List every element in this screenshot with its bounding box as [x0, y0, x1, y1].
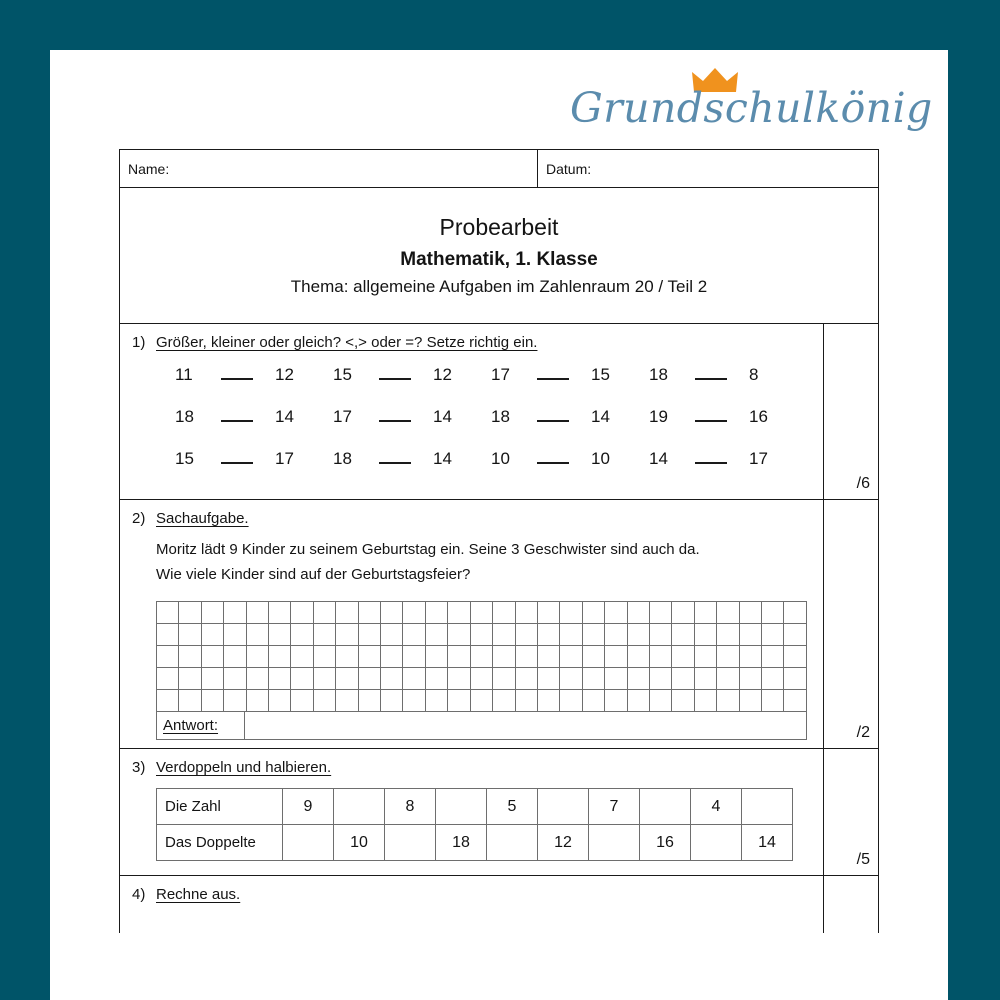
- grid-cell[interactable]: [784, 646, 805, 668]
- table-cell-value: 12: [538, 825, 589, 861]
- comparison-left: 14: [649, 449, 668, 468]
- grid-cell[interactable]: [403, 624, 425, 646]
- grid-cell[interactable]: [762, 690, 784, 712]
- grid-cell[interactable]: [336, 602, 358, 624]
- table-cell-value: 8: [385, 789, 436, 825]
- grid-cell[interactable]: [426, 646, 448, 668]
- grid-cell[interactable]: [359, 668, 381, 690]
- grid-cell[interactable]: [493, 624, 515, 646]
- comparison-row: [120, 407, 823, 427]
- table-cell-blank[interactable]: [742, 789, 793, 825]
- grid-row: [157, 646, 806, 668]
- exercise-2-heading: [120, 510, 823, 527]
- doubling-table: [156, 788, 793, 861]
- exercise-2-points-cell: [824, 500, 878, 748]
- grid-cell[interactable]: [583, 602, 605, 624]
- date-field[interactable]: [538, 150, 878, 187]
- comparison-blank[interactable]: [379, 365, 411, 380]
- calculation-grid[interactable]: [156, 601, 807, 740]
- table-cell-value: 16: [640, 825, 691, 861]
- grid-cell[interactable]: [269, 646, 291, 668]
- comparison-blank[interactable]: [537, 449, 569, 464]
- exercise-1-heading: [120, 334, 823, 351]
- grid-cell[interactable]: [471, 602, 493, 624]
- grid-cell[interactable]: [247, 602, 269, 624]
- word-problem-text: [120, 537, 823, 587]
- grid-cell[interactable]: [740, 668, 762, 690]
- grid-cell[interactable]: [157, 668, 179, 690]
- exercise-3-heading: [120, 759, 823, 776]
- grid-cell[interactable]: [426, 690, 448, 712]
- grid-cell[interactable]: [224, 690, 246, 712]
- grid-cell[interactable]: [740, 602, 762, 624]
- comparison-blank[interactable]: [379, 407, 411, 422]
- comparison-left: 18: [175, 407, 194, 426]
- grid-cell[interactable]: [448, 646, 470, 668]
- grid-cell[interactable]: [762, 624, 784, 646]
- page-title: Probearbeit: [439, 214, 559, 240]
- comparison-pair: [649, 365, 807, 385]
- comparison-pair: [333, 365, 491, 385]
- grid-cell[interactable]: [650, 690, 672, 712]
- grid-cell[interactable]: [560, 624, 582, 646]
- exercise-4: [120, 876, 878, 933]
- worksheet-frame: [119, 149, 879, 933]
- table-cell-value: 10: [334, 825, 385, 861]
- comparison-blank[interactable]: [695, 365, 727, 380]
- grid-cell[interactable]: [650, 624, 672, 646]
- grid-cell[interactable]: [672, 602, 694, 624]
- grid-cell[interactable]: [179, 624, 201, 646]
- answer-label-text: Antwort:: [163, 717, 219, 734]
- grid-cell[interactable]: [247, 646, 269, 668]
- grid-cell[interactable]: [605, 602, 627, 624]
- grid-cell[interactable]: [628, 602, 650, 624]
- grid-cell[interactable]: [695, 668, 717, 690]
- grid-cell[interactable]: [291, 646, 313, 668]
- table-cell-blank[interactable]: [487, 825, 538, 861]
- grid-cell[interactable]: [695, 624, 717, 646]
- table-cell-value: 18: [436, 825, 487, 861]
- grid-row: [157, 690, 806, 712]
- grid-cell[interactable]: [247, 668, 269, 690]
- grid-cell[interactable]: [224, 668, 246, 690]
- grid-cell[interactable]: [403, 690, 425, 712]
- grid-cell[interactable]: [717, 646, 739, 668]
- exercise-1-title: Größer, kleiner oder gleich? <,> oder =? Setze richtig ein.: [156, 334, 538, 351]
- grid-cell[interactable]: [672, 668, 694, 690]
- exercise-4-heading: [120, 886, 823, 903]
- grid-cell[interactable]: [179, 668, 201, 690]
- table-cell-blank[interactable]: [436, 789, 487, 825]
- grid-cell[interactable]: [672, 690, 694, 712]
- grid-cell[interactable]: [314, 602, 336, 624]
- comparison-pair: [333, 449, 491, 469]
- grid-cell[interactable]: [314, 646, 336, 668]
- table-cell-blank[interactable]: [691, 825, 742, 861]
- grid-cell[interactable]: [605, 646, 627, 668]
- grid-cell[interactable]: [493, 602, 515, 624]
- grid-cell[interactable]: [583, 690, 605, 712]
- grid-cell[interactable]: [359, 624, 381, 646]
- grid-cell[interactable]: [583, 668, 605, 690]
- grid-cell[interactable]: [740, 624, 762, 646]
- grid-cell[interactable]: [560, 668, 582, 690]
- exercise-1-number: 1): [132, 334, 146, 351]
- word-problem-line-1: Moritz lädt 9 Kinder zu seinem Geburtstag ein. Seine 3 Geschwister sind auch da.: [156, 541, 700, 558]
- grid-cell[interactable]: [314, 690, 336, 712]
- comparison-left: 18: [491, 407, 510, 426]
- grid-cell[interactable]: [695, 690, 717, 712]
- comparison-pair: [491, 365, 649, 385]
- comparison-blank[interactable]: [537, 365, 569, 380]
- exercise-2: [120, 500, 878, 749]
- grid-cell[interactable]: [179, 646, 201, 668]
- grid-cell[interactable]: [493, 646, 515, 668]
- grid-cell[interactable]: [560, 690, 582, 712]
- comparison-pair: [175, 365, 333, 385]
- grid-cell[interactable]: [336, 668, 358, 690]
- grid-cell[interactable]: [672, 646, 694, 668]
- grid-cell[interactable]: [471, 624, 493, 646]
- name-field[interactable]: [120, 150, 538, 187]
- grid-cell[interactable]: [717, 668, 739, 690]
- grid-cell[interactable]: [157, 690, 179, 712]
- grid-cell[interactable]: [538, 646, 560, 668]
- grid-row: [157, 602, 806, 624]
- grid-cell[interactable]: [291, 668, 313, 690]
- grid-cell[interactable]: [448, 690, 470, 712]
- comparison-blank[interactable]: [537, 407, 569, 422]
- table-cell-value: 14: [742, 825, 793, 861]
- comparison-blank[interactable]: [221, 449, 253, 464]
- table-cell-value: 9: [283, 789, 334, 825]
- grid-cell[interactable]: [403, 602, 425, 624]
- comparison-left: 15: [333, 365, 352, 384]
- comparison-pair: [333, 407, 491, 427]
- grid-cell[interactable]: [471, 668, 493, 690]
- table-row: [157, 789, 793, 825]
- grid-cell[interactable]: [269, 624, 291, 646]
- grid-cell[interactable]: [381, 646, 403, 668]
- grid-cell[interactable]: [538, 690, 560, 712]
- exercise-2-points: /2: [856, 724, 870, 741]
- grid-cell[interactable]: [695, 646, 717, 668]
- grid-cell[interactable]: [605, 668, 627, 690]
- grid-cell[interactable]: [672, 624, 694, 646]
- comparison-pair: [649, 449, 807, 469]
- comparison-right: 14: [591, 407, 610, 426]
- grid-cell[interactable]: [695, 602, 717, 624]
- grid-cell[interactable]: [157, 602, 179, 624]
- answer-row: [157, 712, 806, 740]
- row-label-die-zahl: Die Zahl: [157, 789, 283, 825]
- comparison-pair: [175, 449, 333, 469]
- grid-cell[interactable]: [157, 646, 179, 668]
- comparison-pair: [649, 407, 807, 427]
- comparison-left: 17: [333, 407, 352, 426]
- comparison-right: 12: [275, 365, 294, 384]
- grid-cell[interactable]: [224, 602, 246, 624]
- brand-logo: [570, 68, 933, 142]
- comparison-right: 17: [749, 449, 768, 468]
- brand-name: Grundschulkönig: [570, 84, 933, 132]
- grid-cell[interactable]: [202, 690, 224, 712]
- grid-cell[interactable]: [336, 690, 358, 712]
- grid-cell[interactable]: [762, 646, 784, 668]
- grid-cell[interactable]: [336, 624, 358, 646]
- word-problem-line-2: Wie viele Kinder sind auf der Geburtstagsfeier?: [156, 566, 471, 583]
- comparison-right: 14: [433, 449, 452, 468]
- grid-cell[interactable]: [650, 668, 672, 690]
- grid-cell[interactable]: [202, 624, 224, 646]
- grid-cell[interactable]: [224, 646, 246, 668]
- grid-cell[interactable]: [628, 690, 650, 712]
- topic-line: Thema: allgemeine Aufgaben im Zahlenraum 20 / Teil 2: [290, 277, 708, 296]
- grid-cell[interactable]: [359, 646, 381, 668]
- grid-cell[interactable]: [381, 690, 403, 712]
- grid-cell[interactable]: [314, 668, 336, 690]
- table-cell-blank[interactable]: [334, 789, 385, 825]
- comparison-blank[interactable]: [695, 449, 727, 464]
- grid-cell[interactable]: [448, 668, 470, 690]
- table-row: [157, 825, 793, 861]
- comparison-left: 15: [175, 449, 194, 468]
- grid-cell[interactable]: [269, 668, 291, 690]
- grid-cell[interactable]: [740, 690, 762, 712]
- grid-cell[interactable]: [560, 646, 582, 668]
- grid-cell[interactable]: [516, 602, 538, 624]
- grid-cell[interactable]: [717, 690, 739, 712]
- grid-cell[interactable]: [247, 624, 269, 646]
- comparison-right: 10: [591, 449, 610, 468]
- grid-cell[interactable]: [717, 624, 739, 646]
- grid-cell[interactable]: [538, 602, 560, 624]
- table-cell-value: 5: [487, 789, 538, 825]
- comparison-blank[interactable]: [221, 365, 253, 380]
- subject-line: Mathematik, 1. Klasse: [400, 249, 598, 270]
- grid-cell[interactable]: [740, 646, 762, 668]
- exercise-4-body: [120, 876, 824, 933]
- exercise-3-points: /5: [856, 851, 870, 868]
- exercise-1-points: /6: [856, 475, 870, 492]
- grid-cell[interactable]: [493, 690, 515, 712]
- comparison-right: 14: [433, 407, 452, 426]
- answer-input-area[interactable]: [245, 712, 806, 739]
- grid-cell[interactable]: [583, 646, 605, 668]
- comparison-right: 8: [749, 365, 759, 384]
- table-cell-value: 4: [691, 789, 742, 825]
- title-block: [120, 188, 878, 324]
- grid-cell[interactable]: [538, 624, 560, 646]
- grid-cell[interactable]: [426, 668, 448, 690]
- comparison-row: [120, 449, 823, 469]
- comparison-left: 17: [491, 365, 510, 384]
- grid-cell[interactable]: [247, 690, 269, 712]
- grid-cell[interactable]: [784, 690, 805, 712]
- exercise-3-points-cell: [824, 749, 878, 875]
- exercise-1-points-cell: [824, 324, 878, 499]
- grid-cell[interactable]: [784, 668, 805, 690]
- comparison-left: 18: [333, 449, 352, 468]
- grid-row: [157, 624, 806, 646]
- grid-cell[interactable]: [605, 624, 627, 646]
- grid-cell[interactable]: [583, 624, 605, 646]
- exercise-4-number: 4): [132, 886, 146, 903]
- comparison-right: 12: [433, 365, 452, 384]
- grid-cell[interactable]: [471, 690, 493, 712]
- grid-cell[interactable]: [202, 602, 224, 624]
- grid-cell[interactable]: [516, 646, 538, 668]
- worksheet-page: [50, 50, 948, 1000]
- comparison-blank[interactable]: [379, 449, 411, 464]
- comparison-pair: [491, 407, 649, 427]
- exercise-4-points-cell: [824, 876, 878, 933]
- grid-cell[interactable]: [157, 624, 179, 646]
- table-cell-value: 7: [589, 789, 640, 825]
- row-label-das-doppelte: Das Doppelte: [157, 825, 283, 861]
- grid-cell[interactable]: [493, 668, 515, 690]
- exercise-1: [120, 324, 878, 500]
- grid-cell[interactable]: [762, 668, 784, 690]
- grid-cell[interactable]: [516, 690, 538, 712]
- exercise-3-title: Verdoppeln und halbieren.: [156, 759, 332, 776]
- grid-cell[interactable]: [403, 668, 425, 690]
- grid-cell[interactable]: [291, 602, 313, 624]
- exercise-2-number: 2): [132, 510, 146, 527]
- grid-cell[interactable]: [448, 602, 470, 624]
- comparison-pair: [491, 449, 649, 469]
- grid-cell[interactable]: [314, 624, 336, 646]
- grid-cell[interactable]: [224, 624, 246, 646]
- grid-cell[interactable]: [628, 646, 650, 668]
- grid-cell[interactable]: [359, 602, 381, 624]
- answer-label: [157, 712, 245, 739]
- grid-row: [157, 668, 806, 690]
- grid-cell[interactable]: [403, 646, 425, 668]
- grid-cell[interactable]: [762, 602, 784, 624]
- grid-cell[interactable]: [471, 646, 493, 668]
- grid-cell[interactable]: [179, 602, 201, 624]
- exercise-2-body: [120, 500, 824, 748]
- comparison-blank[interactable]: [695, 407, 727, 422]
- exercise-3-number: 3): [132, 759, 146, 776]
- grid-cell[interactable]: [202, 668, 224, 690]
- date-label: Datum:: [546, 160, 592, 177]
- identity-row: [120, 150, 878, 188]
- grid-cell[interactable]: [336, 646, 358, 668]
- table-cell-blank[interactable]: [589, 825, 640, 861]
- table-cell-blank[interactable]: [538, 789, 589, 825]
- exercise-1-body: [120, 324, 824, 499]
- grid-cell[interactable]: [426, 624, 448, 646]
- comparison-right: 15: [591, 365, 610, 384]
- grid-cell[interactable]: [381, 624, 403, 646]
- comparison-row: [120, 365, 823, 385]
- grid-cell[interactable]: [784, 602, 805, 624]
- grid-cell[interactable]: [202, 646, 224, 668]
- comparison-left: 10: [491, 449, 510, 468]
- grid-cell[interactable]: [717, 602, 739, 624]
- table-cell-blank[interactable]: [283, 825, 334, 861]
- grid-cell[interactable]: [650, 602, 672, 624]
- grid-cell[interactable]: [448, 624, 470, 646]
- table-cell-blank[interactable]: [385, 825, 436, 861]
- grid-cell[interactable]: [359, 690, 381, 712]
- grid-cell[interactable]: [381, 668, 403, 690]
- grid-cell[interactable]: [291, 690, 313, 712]
- grid-cell[interactable]: [628, 624, 650, 646]
- exercise-3-body: [120, 749, 824, 875]
- table-cell-blank[interactable]: [640, 789, 691, 825]
- comparison-right: 17: [275, 449, 294, 468]
- grid-cell[interactable]: [628, 668, 650, 690]
- grid-cell[interactable]: [426, 602, 448, 624]
- grid-cell[interactable]: [560, 602, 582, 624]
- grid-cell[interactable]: [269, 602, 291, 624]
- grid-cell[interactable]: [516, 624, 538, 646]
- grid-cell[interactable]: [538, 668, 560, 690]
- comparison-right: 14: [275, 407, 294, 426]
- comparison-blank[interactable]: [221, 407, 253, 422]
- comparison-right: 16: [749, 407, 768, 426]
- comparison-rows: [120, 365, 823, 469]
- comparison-pair: [175, 407, 333, 427]
- comparison-left: 11: [175, 365, 193, 384]
- exercise-2-title: Sachaufgabe.: [156, 510, 249, 527]
- comparison-left: 18: [649, 365, 668, 384]
- grid-cell[interactable]: [516, 668, 538, 690]
- name-label: Name:: [128, 160, 170, 177]
- exercise-4-title: Rechne aus.: [156, 886, 241, 903]
- grid-cell[interactable]: [381, 602, 403, 624]
- grid-cell[interactable]: [269, 690, 291, 712]
- grid-cell[interactable]: [179, 690, 201, 712]
- exercise-3: [120, 749, 878, 876]
- grid-cell[interactable]: [605, 690, 627, 712]
- grid-cell[interactable]: [291, 624, 313, 646]
- grid-cell[interactable]: [784, 624, 805, 646]
- grid-cell[interactable]: [650, 646, 672, 668]
- comparison-left: 19: [649, 407, 668, 426]
